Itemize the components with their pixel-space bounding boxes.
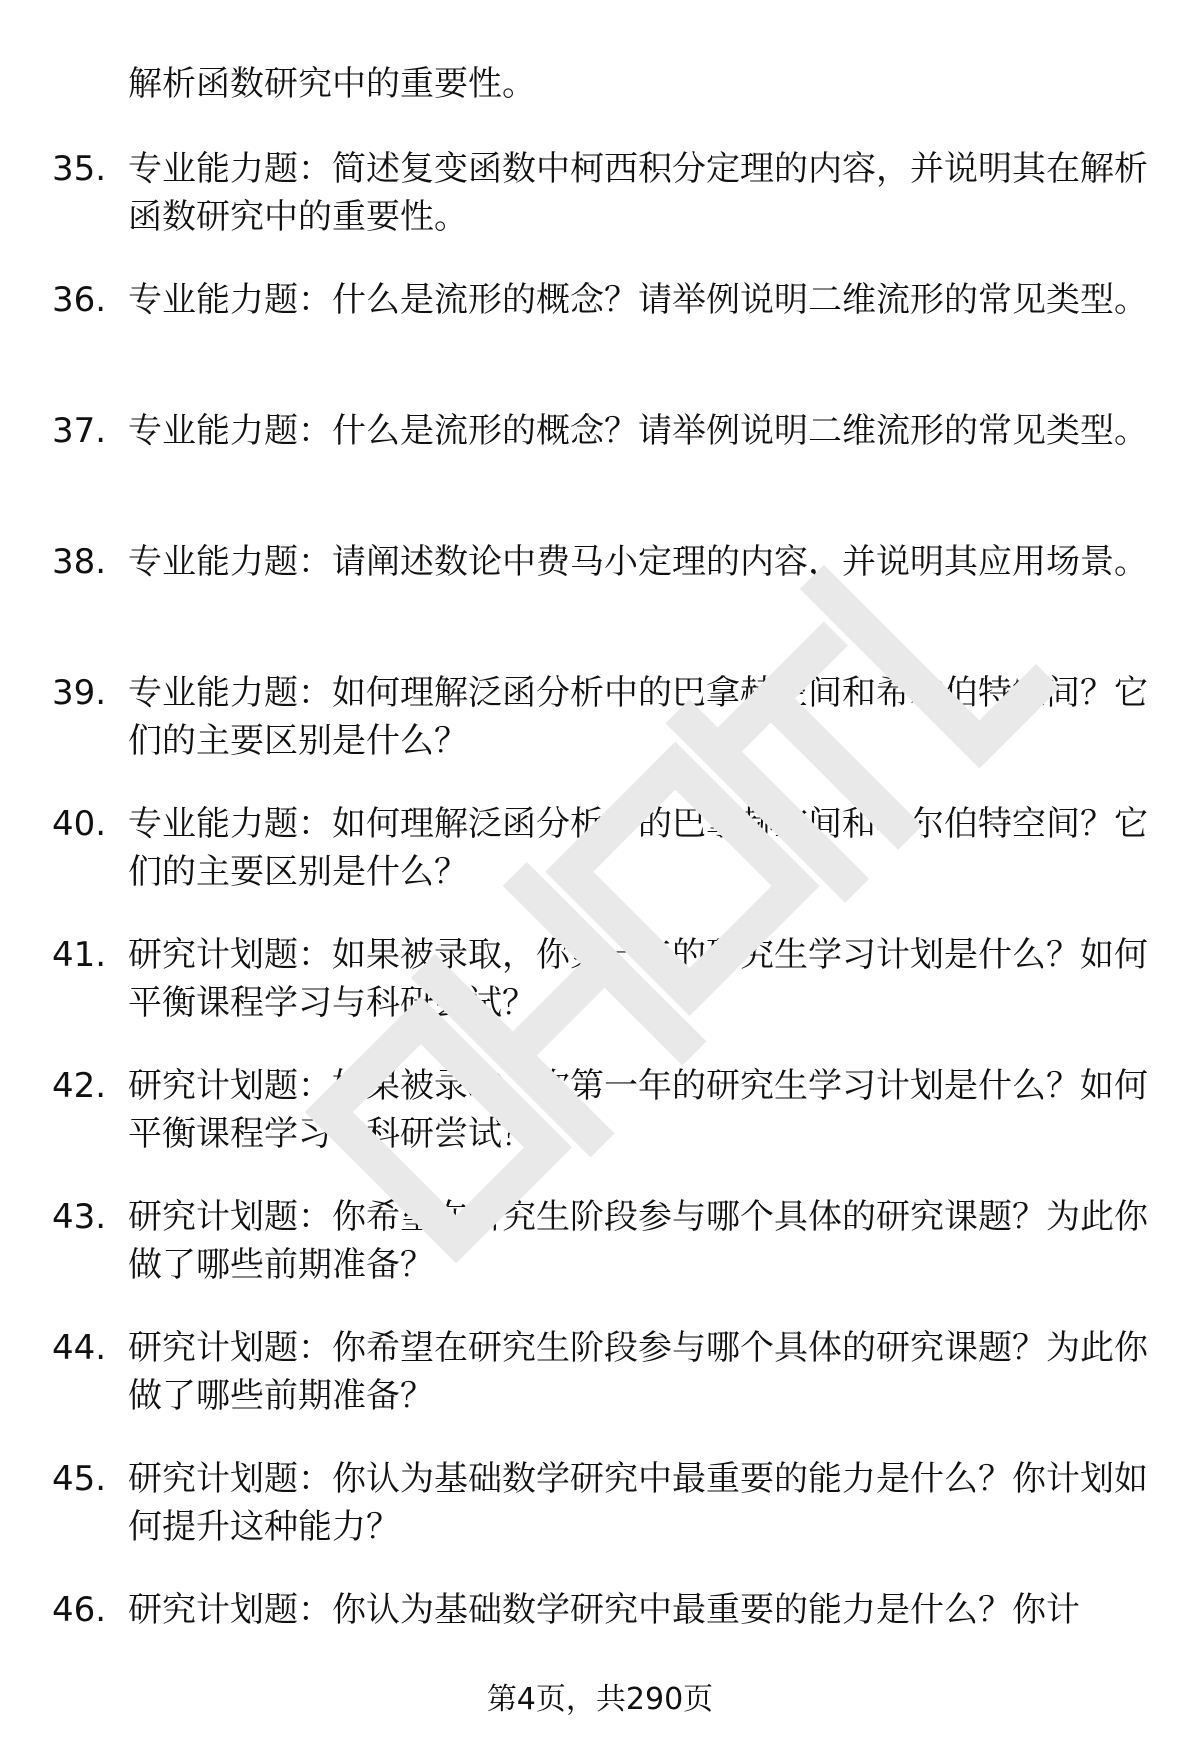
question-text: 专业能力题：什么是流形的概念？请举例说明二维流形的常见类型。 xyxy=(128,280,1148,320)
question-number: 43. xyxy=(52,1197,107,1237)
question-item xyxy=(0,538,1200,669)
question-number: 45. xyxy=(52,1459,107,1499)
question-number: 40. xyxy=(52,804,107,844)
question-text: 专业能力题：如何理解泛函分析中的巴拿赫空间和希尔伯特空间？它们的主要区别是什么？ xyxy=(128,673,1148,761)
question-text: 研究计划题：如果被录取，你第一年的研究生学习计划是什么？如何平衡课程学习与科研尝试？ xyxy=(128,1066,1148,1154)
question-item xyxy=(0,1062,1200,1193)
question-text: 研究计划题：你认为基础数学研究中最重要的能力是什么？你计 xyxy=(128,1590,1080,1630)
question-item xyxy=(0,1455,1200,1586)
question-text: 专业能力题：什么是流形的概念？请举例说明二维流形的常见类型。 xyxy=(128,411,1148,451)
question-item xyxy=(0,407,1200,538)
question-list xyxy=(0,145,1200,1717)
question-text: 专业能力题：简述复变函数中柯西积分定理的内容，并说明其在解析函数研究中的重要性。 xyxy=(128,149,1148,237)
question-number: 44. xyxy=(52,1328,107,1368)
question-number: 36. xyxy=(52,280,107,320)
question-number: 41. xyxy=(52,935,107,975)
question-item xyxy=(0,145,1200,276)
question-text: 研究计划题：你认为基础数学研究中最重要的能力是什么？你计划如何提升这种能力？ xyxy=(128,1459,1148,1547)
question-number: 35. xyxy=(52,149,107,189)
continuation-text: 解析函数研究中的重要性。 xyxy=(128,64,536,104)
page-footer: 第4页，共290页 xyxy=(486,1682,714,1717)
question-item xyxy=(0,931,1200,1062)
question-text: 研究计划题：如果被录取，你第一年的研究生学习计划是什么？如何平衡课程学习与科研尝试？ xyxy=(128,935,1148,1023)
question-text: 研究计划题：你希望在研究生阶段参与哪个具体的研究课题？为此你做了哪些前期准备？ xyxy=(128,1197,1148,1285)
question-text: 专业能力题：请阐述数论中费马小定理的内容，并说明其应用场景。 xyxy=(128,542,1148,582)
question-item xyxy=(0,276,1200,407)
question-item xyxy=(0,800,1200,931)
question-number: 38. xyxy=(52,542,107,582)
question-number: 37. xyxy=(52,411,107,451)
question-number: 42. xyxy=(52,1066,107,1106)
question-number: 46. xyxy=(52,1590,107,1630)
question-item xyxy=(0,1193,1200,1324)
question-number: 39. xyxy=(52,673,107,713)
question-text: 专业能力题：如何理解泛函分析中的巴拿赫空间和希尔伯特空间？它们的主要区别是什么？ xyxy=(128,804,1148,892)
question-item xyxy=(0,1324,1200,1455)
question-text: 研究计划题：你希望在研究生阶段参与哪个具体的研究课题？为此你做了哪些前期准备？ xyxy=(128,1328,1148,1416)
question-item xyxy=(0,669,1200,800)
